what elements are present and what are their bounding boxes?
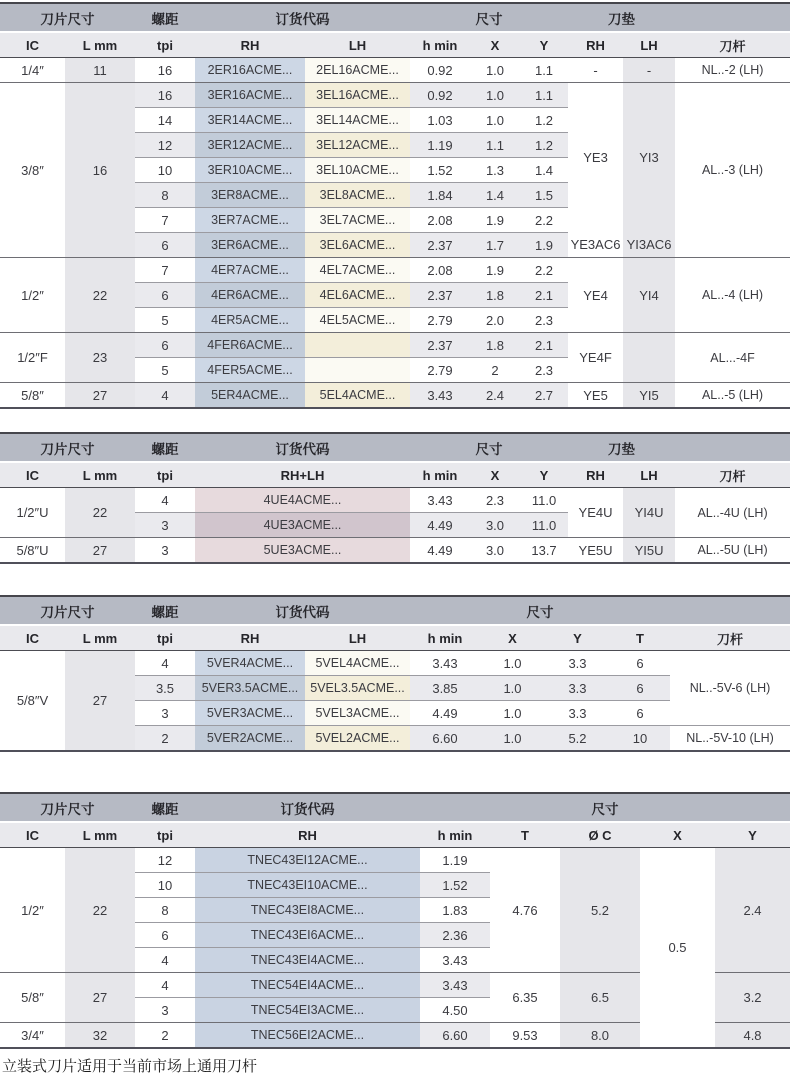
t-cell: 6.35 [490, 973, 560, 1023]
lmm-cell: 27 [65, 651, 135, 752]
y-cell: 13.7 [531, 542, 557, 558]
order-code-lh-cell: 4EL6ACME... [305, 283, 410, 308]
column-header-row [0, 625, 790, 651]
tpi-cell: 5 [135, 308, 195, 333]
x-cell: 1.0 [470, 58, 520, 83]
holder-cell: AL..-4U (LH) [675, 488, 790, 538]
order-code-lh-cell: 3EL16ACME... [305, 83, 410, 108]
y-cell: 5.2 [545, 726, 610, 752]
order-code-lh-cell: 3EL7ACME... [305, 208, 410, 233]
shim-lh-cell: YI4 [623, 258, 675, 333]
x-cell: 2.0 [470, 308, 520, 333]
col-header-tpi: tpi [135, 822, 195, 848]
tpi-cell: 12 [135, 133, 195, 158]
hmin-cell: 1.03 [410, 108, 470, 133]
hmin-cell: 0.92 [410, 58, 470, 83]
tpi-cell: 7 [135, 208, 195, 233]
y-cell: 11.0 [520, 488, 568, 513]
col-header-x: X [470, 462, 520, 488]
col-header-rh-lh: RH+LH [195, 462, 410, 488]
hmin-cell: 4.50 [420, 998, 490, 1023]
lmm-cell: 27 [65, 973, 135, 1023]
order-code-lh-cell [305, 333, 410, 358]
holder-cell: NL..-2 (LH) [675, 58, 790, 83]
y-cell: 2.1 [520, 333, 568, 358]
tpi-cell: 7 [135, 258, 195, 283]
tpi-cell: 4 [135, 651, 195, 676]
order-code-cell: TNEC43EI8ACME... [195, 898, 420, 923]
holder-cell: AL..-4 (LH) [675, 258, 790, 333]
ic-cell: 1/2″U [0, 488, 65, 538]
order-code-rh-cell: 5ER4ACME... [195, 383, 305, 409]
col-header-shim-rh: RH [568, 32, 623, 58]
order-code-cell: TNEC56EI2ACME... [195, 1023, 420, 1049]
holder-cell: AL..-3 (LH) [675, 83, 790, 258]
shim-lh-cell: - [623, 58, 675, 83]
x-cell: 1.0 [470, 83, 520, 108]
col-header-lh: LH [305, 32, 410, 58]
col-header-holder: 刀杆 [675, 32, 790, 58]
col-header-tpi: tpi [135, 462, 195, 488]
lmm-cell: 22 [65, 258, 135, 333]
tpi-cell: 8 [135, 898, 195, 923]
group-header-dimensions: 尺寸 [410, 596, 670, 625]
order-code-lh-cell: 5VEL3ACME... [305, 701, 410, 726]
group-header-order-code: 订货代码 [195, 596, 410, 625]
t-cell: 9.53 [512, 1027, 538, 1043]
order-code-lh-cell: 4EL5ACME... [305, 308, 410, 333]
hmin-cell: 6.60 [420, 1023, 490, 1049]
ic-cell: 1/2″ [0, 848, 65, 973]
order-code-cell: 4UE3ACME... [195, 513, 410, 538]
order-code-lh-cell: 5EL4ACME... [305, 383, 410, 409]
insert-table-standard [0, 2, 790, 409]
tpi-cell: 3 [135, 998, 195, 1023]
hmin-cell: 4.49 [427, 542, 453, 558]
tpi-cell: 4 [135, 973, 195, 998]
t-cell: 10 [610, 726, 670, 752]
tpi-cell: 14 [135, 108, 195, 133]
y-cell: 11.0 [520, 513, 568, 538]
col-header-ic: IC [0, 822, 65, 848]
col-header-y: Y [545, 625, 610, 651]
col-header-holder: 刀杆 [675, 462, 790, 488]
col-header-ic: IC [0, 462, 65, 488]
order-code-rh-cell: 3ER10ACME... [195, 158, 305, 183]
hmin-cell: 3.43 [420, 948, 490, 973]
col-header-y: Y [520, 32, 568, 58]
ic-cell: 1/2″F [0, 333, 65, 383]
col-header-lh: LH [305, 625, 410, 651]
lmm-cell: 23 [65, 333, 135, 383]
table-row [0, 333, 790, 358]
holder-cell: AL..-5 (LH) [701, 388, 764, 402]
order-code-lh-cell: 5VEL3.5ACME... [305, 676, 410, 701]
tpi-cell: 4 [135, 383, 195, 409]
order-code-rh-cell: 4ER6ACME... [195, 283, 305, 308]
col-header-y: Y [715, 822, 790, 848]
order-code-lh-cell: 3EL8ACME... [305, 183, 410, 208]
y-cell: 1.2 [520, 108, 568, 133]
hmin-cell: 2.08 [410, 208, 470, 233]
shim-lh-cell: YI3AC6 [623, 233, 675, 258]
y-cell: 4.8 [715, 1023, 790, 1049]
hmin-cell: 3.43 [410, 488, 470, 513]
x-cell: 1.4 [470, 183, 520, 208]
col-header-x: X [480, 625, 545, 651]
order-code-cell: TNEC43EI4ACME... [195, 948, 420, 973]
tpi-cell: 16 [135, 83, 195, 108]
shim-lh-cell: YI5U [623, 538, 675, 564]
lmm-cell: 32 [65, 1023, 135, 1049]
col-header-hmin: h min [410, 462, 470, 488]
t-cell: 4.76 [490, 848, 560, 973]
holder-cell: AL...-4F [675, 333, 790, 383]
shim-lh-cell: YI3 [623, 83, 675, 233]
group-header-insert-size: 刀片尺寸 [0, 596, 135, 625]
col-header-y: Y [520, 462, 568, 488]
group-header-dimensions: 尺寸 [410, 3, 568, 32]
insert-table-v-type [0, 595, 790, 752]
order-code-cell: TNEC54EI3ACME... [195, 998, 420, 1023]
order-code-lh-cell: 5VEL2ACME... [305, 726, 410, 752]
hmin-cell: 4.49 [410, 701, 480, 726]
order-code-rh-cell: 5VER4ACME... [195, 651, 305, 676]
holder-cell: NL..-5V-6 (LH) [670, 651, 790, 726]
hmin-cell: 1.19 [410, 133, 470, 158]
tpi-cell: 3.5 [135, 676, 195, 701]
tpi-cell: 3 [135, 701, 195, 726]
y-cell: 3.2 [715, 973, 790, 1023]
group-header-pitch: 螺距 [135, 596, 195, 625]
col-header-rh: RH [195, 625, 305, 651]
x-cell: 1.9 [470, 258, 520, 283]
col-header-l: L mm [65, 462, 135, 488]
group-header-row [0, 433, 790, 462]
group-header-shim: 刀垫 [568, 433, 675, 462]
hmin-cell: 1.84 [410, 183, 470, 208]
table-row [0, 488, 790, 513]
table-row [0, 258, 790, 283]
lmm-cell: 22 [65, 488, 135, 538]
group-header-pitch: 螺距 [135, 433, 195, 462]
holder-cell: NL..-5V-10 (LH) [686, 731, 774, 745]
table-row [0, 651, 790, 676]
lmm-cell: 22 [65, 848, 135, 973]
y-cell: 2.1 [520, 283, 568, 308]
tpi-cell: 10 [135, 158, 195, 183]
ic-cell: 1/4″ [0, 58, 65, 83]
group-header-blank [675, 433, 790, 462]
order-code-rh-cell: 5VER3ACME... [195, 701, 305, 726]
hmin-cell: 2.37 [410, 333, 470, 358]
group-header-blank [670, 596, 790, 625]
shim-rh-cell: YE3 [583, 150, 608, 166]
order-code-cell: TNEC43EI10ACME... [195, 873, 420, 898]
shim-rh-cell: YE4U [568, 488, 623, 538]
y-cell: 2.2 [520, 258, 568, 283]
shim-rh-cell: YE5 [583, 387, 608, 403]
hmin-cell: 2.36 [420, 923, 490, 948]
tpi-cell: 6 [135, 233, 195, 258]
shim-lh-cell [623, 333, 675, 383]
hmin-cell: 2.37 [410, 283, 470, 308]
y-cell: 3.3 [545, 676, 610, 701]
footer-note: 立装式刀片适用于当前市场上通用刀杆 [2, 1059, 258, 1075]
group-header-row [0, 596, 790, 625]
y-cell: 1.1 [520, 83, 568, 108]
x-cell: 1.0 [480, 651, 545, 676]
y-cell: 1.4 [520, 158, 568, 183]
hmin-cell: 6.60 [410, 726, 480, 752]
x-cell: 0.5 [668, 940, 687, 955]
ic-cell: 1/2″ [0, 258, 65, 333]
x-cell: 1.8 [470, 283, 520, 308]
order-code-cell: TNEC54EI4ACME... [195, 973, 420, 998]
y-cell: 1.2 [520, 133, 568, 158]
order-code-lh-cell: 4EL7ACME... [305, 258, 410, 283]
group-header-dimensions: 尺寸 [410, 433, 568, 462]
order-code-rh-cell: 3ER16ACME... [195, 83, 305, 108]
group-header-order-code: 订货代码 [195, 433, 410, 462]
hmin-cell: 3.85 [410, 676, 480, 701]
col-header-shim-rh: RH [568, 462, 623, 488]
y-cell: 2.7 [520, 383, 568, 409]
col-header-rh: RH [195, 822, 420, 848]
col-header-ic: IC [0, 32, 65, 58]
hmin-cell: 0.92 [410, 83, 470, 108]
column-header-row [0, 822, 790, 848]
y-cell: 2.2 [520, 208, 568, 233]
col-header-hmin: h min [410, 625, 480, 651]
insert-table-u-type [0, 432, 790, 564]
x-cell: 1.7 [470, 233, 520, 258]
lmm-cell: 16 [65, 83, 135, 258]
order-code-lh-cell: 3EL14ACME... [305, 108, 410, 133]
ic-cell: 3/4″ [21, 1027, 44, 1043]
x-cell: 1.0 [480, 676, 545, 701]
col-header-t: T [610, 625, 670, 651]
tpi-cell: 10 [135, 873, 195, 898]
x-cell: 1.0 [480, 726, 545, 752]
col-header-tpi: tpi [135, 625, 195, 651]
tpi-cell: 6 [135, 333, 195, 358]
ic-cell: 5/8″ [0, 973, 65, 1023]
ic-cell: 5/8″ [21, 387, 44, 403]
order-code-lh-cell: 3EL12ACME... [305, 133, 410, 158]
oc-cell: 5.2 [560, 848, 640, 973]
group-header-row [0, 793, 790, 822]
group-header-insert-size: 刀片尺寸 [0, 3, 135, 32]
y-cell: 3.3 [545, 701, 610, 726]
col-header-shim-lh: LH [623, 32, 675, 58]
tpi-cell: 12 [135, 848, 195, 873]
tpi-cell: 6 [135, 283, 195, 308]
order-code-rh-cell: 3ER12ACME... [195, 133, 305, 158]
order-code-rh-cell: 5VER3.5ACME... [195, 676, 305, 701]
tpi-cell: 4 [135, 948, 195, 973]
col-header-rh: RH [195, 32, 305, 58]
col-header-l: L mm [65, 32, 135, 58]
hmin-cell: 3.43 [410, 383, 470, 409]
x-cell: 1.8 [470, 333, 520, 358]
tpi-cell: 5 [135, 358, 195, 383]
shim-rh-cell: YE4F [568, 333, 623, 383]
tpi-cell: 6 [135, 923, 195, 948]
col-header-oc: Ø C [560, 822, 640, 848]
tpi-cell: 2 [135, 726, 195, 752]
col-header-ic: IC [0, 625, 65, 651]
y-cell: 1.5 [520, 183, 568, 208]
tpi-cell: 8 [135, 183, 195, 208]
col-header-t: T [490, 822, 560, 848]
column-header-row [0, 32, 790, 58]
group-header-insert-size: 刀片尺寸 [0, 793, 135, 822]
order-code-rh-cell: 3ER14ACME... [195, 108, 305, 133]
order-code-lh-cell: 2EL16ACME... [305, 58, 410, 83]
x-cell: 1.0 [470, 108, 520, 133]
ic-cell: 5/8″V [16, 693, 49, 708]
hmin-cell: 3.43 [410, 651, 480, 676]
order-code-rh-cell: 4FER5ACME... [195, 358, 305, 383]
shim-rh-cell: YE5U [578, 542, 613, 558]
oc-cell: 8.0 [560, 1023, 640, 1049]
hmin-cell: 3.43 [420, 973, 490, 998]
order-code-rh-cell: 3ER7ACME... [195, 208, 305, 233]
tpi-cell: 16 [135, 58, 195, 83]
tpi-cell: 4 [135, 488, 195, 513]
hmin-cell: 2.08 [410, 258, 470, 283]
lmm-cell: 27 [65, 383, 135, 409]
x-cell: 3.0 [485, 542, 505, 558]
order-code-lh-cell: 3EL10ACME... [305, 158, 410, 183]
group-header-insert-size: 刀片尺寸 [0, 433, 135, 462]
group-header-row [0, 3, 790, 32]
group-header-order-code: 订货代码 [195, 793, 420, 822]
hmin-cell: 1.52 [410, 158, 470, 183]
y-cell: 2.4 [715, 848, 790, 973]
t-cell: 6 [610, 701, 670, 726]
table-row [0, 848, 790, 873]
x-cell: 2 [470, 358, 520, 383]
order-code-rh-cell: 3ER8ACME... [195, 183, 305, 208]
x-cell: 1.3 [470, 158, 520, 183]
table-row [0, 538, 790, 564]
table-row [0, 58, 790, 83]
hmin-cell: 1.52 [420, 873, 490, 898]
hmin-cell: 2.79 [410, 358, 470, 383]
hmin-cell: 2.37 [410, 233, 470, 258]
order-code-rh-cell: 4FER6ACME... [195, 333, 305, 358]
col-header-hmin: h min [410, 32, 470, 58]
shim-rh-cell: YE4 [568, 258, 623, 333]
oc-cell: 6.5 [560, 973, 640, 1023]
hmin-cell: 4.49 [410, 513, 470, 538]
order-code-rh-cell: 5VER2ACME... [195, 726, 305, 752]
y-cell: 2.3 [520, 358, 568, 383]
group-header-blank [675, 3, 790, 32]
col-header-l: L mm [65, 625, 135, 651]
group-header-shim: 刀垫 [568, 3, 675, 32]
lmm-cell: 11 [65, 58, 135, 83]
x-cell: 2.3 [470, 488, 520, 513]
shim-lh-cell: YI5 [623, 383, 675, 409]
x-cell: 3.0 [470, 513, 520, 538]
order-code-rh-cell: 4ER7ACME... [195, 258, 305, 283]
y-cell: 1.9 [520, 233, 568, 258]
tpi-cell: 2 [161, 1027, 169, 1043]
tpi-cell: 3 [135, 513, 195, 538]
order-code-cell: 5UE3ACME... [195, 538, 410, 564]
y-cell: 2.3 [520, 308, 568, 333]
order-code-cell: 4UE4ACME... [195, 488, 410, 513]
y-cell: 1.1 [520, 58, 568, 83]
x-cell: 1.1 [470, 133, 520, 158]
col-header-x: X [640, 822, 715, 848]
t-cell: 6 [610, 651, 670, 676]
group-header-order-code: 订货代码 [195, 3, 410, 32]
t-cell: 6 [610, 676, 670, 701]
tpi-cell: 3 [161, 542, 169, 558]
insert-table-vertical-mount [0, 792, 790, 1049]
order-code-cell: TNEC43EI12ACME... [195, 848, 420, 873]
order-code-cell: TNEC43EI6ACME... [195, 923, 420, 948]
col-header-hmin: h min [420, 822, 490, 848]
order-code-lh-cell [305, 358, 410, 383]
order-code-rh-cell: 3ER6ACME... [195, 233, 305, 258]
holder-cell: AL..-5U (LH) [697, 543, 768, 557]
order-code-lh-cell: 3EL6ACME... [305, 233, 410, 258]
ic-cell: 5/8″U [16, 542, 49, 558]
col-header-shim-lh: LH [623, 462, 675, 488]
hmin-cell: 1.83 [420, 898, 490, 923]
table-row [0, 383, 790, 409]
column-header-row [0, 462, 790, 488]
group-header-dimensions: 尺寸 [420, 793, 790, 822]
hmin-cell: 2.79 [410, 308, 470, 333]
group-header-pitch: 螺距 [135, 3, 195, 32]
col-header-holder: 刀杆 [670, 625, 790, 651]
lmm-cell: 27 [65, 538, 135, 564]
y-cell: 3.3 [545, 651, 610, 676]
col-header-x: X [470, 32, 520, 58]
col-header-tpi: tpi [135, 32, 195, 58]
x-cell: 2.4 [470, 383, 520, 409]
table-row [0, 83, 790, 108]
group-header-pitch: 螺距 [135, 793, 195, 822]
col-header-l: L mm [65, 822, 135, 848]
shim-rh-cell: YE3AC6 [568, 233, 623, 258]
order-code-lh-cell: 5VEL4ACME... [305, 651, 410, 676]
order-code-rh-cell: 2ER16ACME... [195, 58, 305, 83]
shim-lh-cell: YI4U [623, 488, 675, 538]
ic-cell: 3/8″ [0, 83, 65, 258]
order-code-rh-cell: 4ER5ACME... [195, 308, 305, 333]
hmin-cell: 1.19 [420, 848, 490, 873]
x-cell: 1.9 [470, 208, 520, 233]
x-cell: 1.0 [480, 701, 545, 726]
shim-rh-cell: - [568, 58, 623, 83]
